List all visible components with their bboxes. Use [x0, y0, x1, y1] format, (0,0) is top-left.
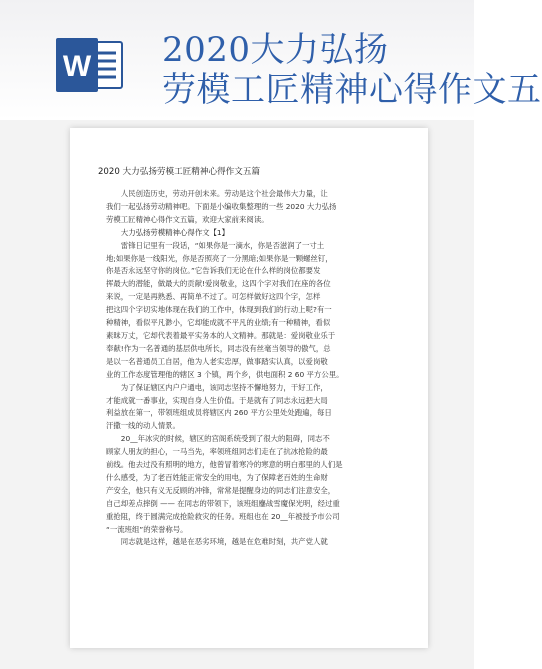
text-line: 劳模工匠精神心得作文五篇，欢迎大家前来阅读。	[106, 214, 269, 224]
text-line: 把这四个字切实地体现在我们的工作中，体现到我们的行动上呢?有一	[106, 305, 332, 315]
text-line: 同志就是这样，越是在恶劣环境，越是在危难时刻，共产党人就	[120, 537, 328, 547]
text-line: 20__年冰灾的时候，辖区的宫阁系统受到了很大的阻碍，同志不	[120, 434, 330, 444]
text-line: “一流班组”的荣誉称号。	[106, 524, 188, 534]
text-line: 你是否永远坚守你的岗位。”它告诉我们无论在什么样的岗位都要发	[106, 266, 321, 276]
text-line: 前线。他去过没有照明的地方，他曾冒着寒冷的寒意的明白那里的人们是	[106, 460, 343, 470]
intro-paragraph	[106, 188, 382, 227]
body-paragraph-2	[106, 433, 382, 536]
text-line: 重抢阻，终于圆满完成抢险救灾的任务。班组也在 20__年被授予市公司	[106, 511, 340, 521]
text-line: 业的工作态度管理他的辖区 3 个镇，两个乡，供电面积 2 60 平方公里。	[106, 369, 344, 379]
body-paragraph-3	[106, 536, 382, 549]
header-banner	[0, 0, 542, 120]
text-line: 雷锋日记里有一段话，“如果你是一滴水，你是否滋润了一寸土	[120, 240, 325, 250]
word-document-icon	[54, 36, 126, 94]
text-line: 顾家人朋友的担心，一马当先，率领班组同志们走在了抗冰抢险的最	[106, 447, 328, 457]
banner-title-line-2: 劳模工匠精神心得作文五	[162, 70, 542, 110]
text-line: 地;如果你是一线阳光，你是否照亮了一分黑暗;如果你是一颗螺丝钉，	[106, 253, 333, 263]
text-line: 是以一名普通员工自居，他为人老实忠厚，做事踏实认真，以爱岗敬	[106, 356, 328, 366]
banner-title-line-1: 2020大力弘扬	[162, 30, 389, 70]
text-line: 产安全，他只有义无反顾的冲锋，常常是提醒身边的同志们注意安全，	[106, 485, 336, 495]
text-line: 人民创造历史，劳动开创未来。劳动是这个社会最伟大力量，让	[120, 189, 328, 198]
text-line: 利益放在第一，带领班组成员将辖区内 260 平方公里处处跑遍，每日	[106, 408, 332, 418]
document-body	[106, 188, 382, 549]
text-line: 素昧万丈，它却代表着最平实务本的人文精神。那就是：爱岗敬业乐于	[106, 330, 336, 340]
text-line: 汗撒一线的动人情景。	[106, 421, 180, 431]
text-line: 奉献!作为一名普通的基层供电所长，同志没有丝毫当领导的傲气，总	[106, 343, 331, 353]
text-line: 挥最大的潜能，做最大的贡献!爱岗敬业，这四个字对我们在座的各位	[106, 279, 331, 289]
text-line: 我们一起弘扬劳动精神吧。下面是小编收集整理的一些 2020 大力弘扬	[106, 201, 337, 211]
body-paragraph-1	[106, 240, 382, 434]
section-title: 大力弘扬劳模精神心得作文【1】	[120, 227, 229, 237]
svg-text:W: W	[62, 50, 92, 83]
document-title: 2020 大力弘扬劳模工匠精神心得作文五篇	[97, 167, 261, 177]
text-line: 什么感受，为了老百姓能正常安全的用电，为了保障老百姓的生命财	[106, 472, 328, 482]
text-line: 才能成就一番事业，实现自身人生价值。于是就有了同志永远把大局	[106, 395, 328, 405]
text-line: 种精神，看似平凡渺小，它却能成就不平凡的业绩;有一种精神，看似	[106, 318, 331, 328]
text-line: 自己却差点摔倒 —— 在同志的带领下，该班组鏖战雪魔保光明，经过重	[106, 498, 340, 508]
text-line: 为了保证辖区内户户通电，该同志坚持不懈地努力，干好工作，	[120, 382, 328, 392]
text-line: 来说，一定是再熟悉、再简单不过了。可怎样做好这四个字，怎样	[106, 292, 321, 302]
